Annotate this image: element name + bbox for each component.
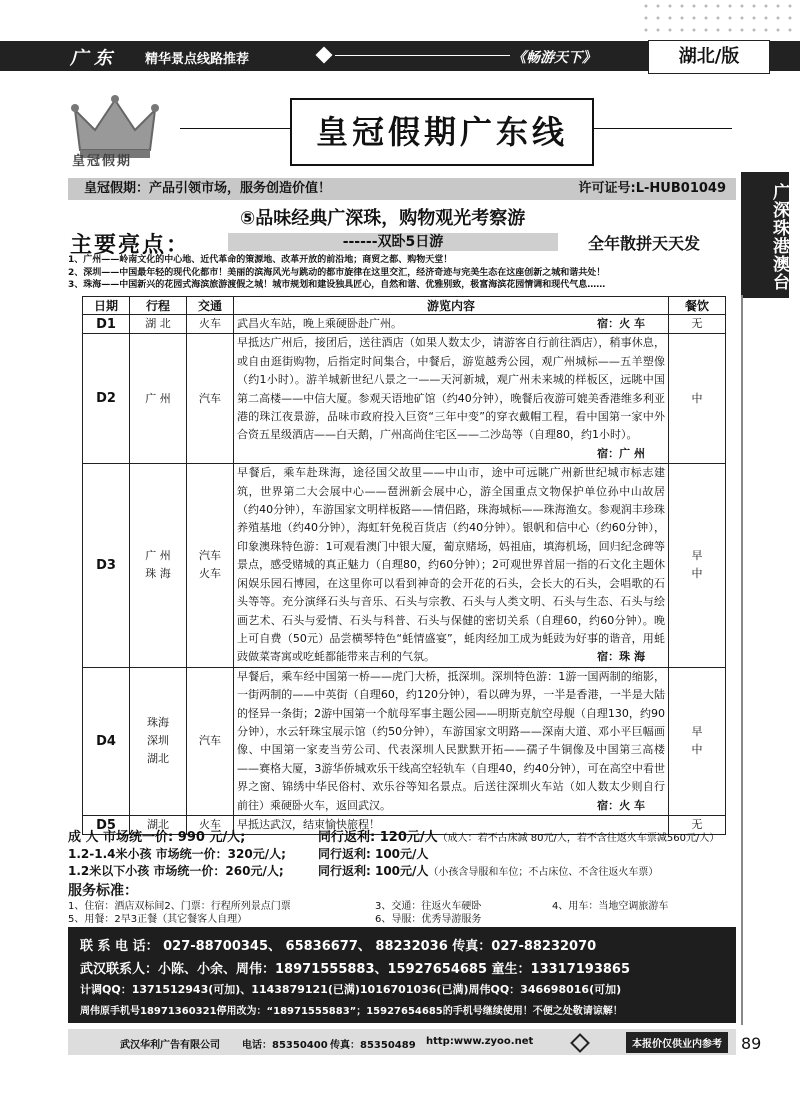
page-number: 89	[741, 1034, 762, 1053]
price-rebate: 同行返利: 120元/人（成人：若不占床减 80元/人，若不含往返火车票减560元/人）	[318, 830, 720, 845]
meal-cell: 早 中	[669, 464, 726, 667]
standard-item: 5、用餐：2早3正餐（其它餐客人自理）	[68, 914, 248, 925]
standard-item: 4、用车：当地空调旅游车	[552, 901, 669, 912]
route-title: ⑤品味经典广深珠，购物观光考察游	[240, 208, 526, 229]
detail-text: 早餐后，乘车经中国第一桥——虎门大桥，抵深圳。深圳特色游：1游一国两制的缩影，一街两制的——中英街（自理60，约120分钟），看以碑为界，一半是香港，一半是大陆的怪异一条街；2游中国第一个航母军事主题公园——明斯克航空母舰（自理130，约90分钟），水云轩珠宝展示馆（约50分钟），车游国家文明路——深南大道、邓小平巨幅画像、中国第一家麦当劳公司、代表深圳人民默默开拓——孺子牛铜像及中国第三高楼——赛格大厦，3游华侨城欢乐干线高空轻轨车（自理40，约40分钟），可在高空中看世界之窗、锦绣中华民俗村、欢乐谷等知名景点。后送往深圳火车站（如人数太少则自行前往）乘硬卧火车，返回武汉。	[237, 669, 665, 812]
price-label: 成 人 市场统一价: 990 元/人;	[68, 830, 246, 845]
service-standards-title: 服务标准：	[68, 883, 138, 899]
price-label: 1.2米以下小孩 市场统一价：260元/人;	[68, 864, 284, 878]
price-note: （成人：若不占床减 80元/人，若不含往返火车票减560元/人）	[437, 833, 720, 844]
footer-notice: 本报价仅供业内参考	[626, 1032, 728, 1053]
detail-text: 武昌火车站，晚上乘硬卧赴广州。	[237, 317, 402, 330]
main-banner-title: 皇冠假期广东线	[290, 98, 594, 166]
table-row	[83, 464, 726, 667]
slogan-text: 皇冠假期：产品引领市场，服务创造价值！	[84, 181, 332, 196]
transport-cell: 汽车	[187, 334, 234, 464]
publication-brand: 《畅游天下》	[512, 50, 596, 66]
header-content: 游览内容	[234, 297, 669, 315]
region-tag: 广东	[70, 48, 118, 69]
price-note: （小孩含导服和车位；不占床位、不含往返火车票）	[428, 867, 659, 878]
table-row	[83, 315, 726, 334]
stay-label: 宿：火 车	[597, 798, 645, 812]
price-label: 1.2-1.4米小孩 市场统一价：320元/人;	[68, 847, 286, 861]
contact-notice: 周伟原手机号18971360321停用改为：“18971555883”；15927654685的手机号继续使用！不便之处敬请谅解！	[80, 1006, 623, 1017]
contact-persons: 武汉联系人：小陈、小余、周伟：18971555883、15927654685 童生：13317193865	[80, 962, 631, 977]
banner-left-line	[180, 128, 290, 129]
meal-cell: 无	[669, 815, 726, 834]
highlights-label: 主要亮点：	[70, 233, 191, 258]
itinerary-table	[82, 296, 726, 835]
detail-text: 早餐后，乘车赴珠海，途径国父故里——中山市，途中可远眺广州新世纪城市标志建筑，世界第二大会展中心——琶洲新会展中心，游全国重点文物保护单位孙中山故居（约40分钟），车游国家文明样板路——情侣路，珠海城标——珠海渔女。参观润丰珍珠养殖基地（约40分钟），海虹轩免税百货店（约40分钟）。银帆和信中心（约60分钟），印象澳珠特色游：1可观看澳门中银大厦，葡京赌场，妈祖庙，填海机场，回归纪念碑等景点，感受赌城的真正魅力（自理80，约60分钟）；2可观世界首屈一指的石文化主题休闲娱乐园石博园，在这里你可以看到神奇的会开花的石头，会长大的石头，会唱歌的石头等等。充分演绎石头与音乐、石头与宗教、石头与人类文明、石头与生态、石头与绘画艺术、石头与爱情、石头与科普、石头与保健的密切关系（自理60，约60分钟）。晚上可自费（50元）品尝横琴特色“蚝情盛宴”，蚝肉经加工成为蚝豉为好事的谐音，用蚝豉做菜寄寓或吃蚝都能带来吉利的气氛。	[237, 466, 665, 664]
highlight-point: 2、深圳——中国最年轻的现代化都市！美丽的滨海风光与跳动的都市旋律在这里交汇，经济奇迹与完美生态在这座创新之城和谐共处！	[68, 267, 606, 278]
banner-right-line	[592, 128, 732, 129]
route-cell: 湖 北	[130, 315, 187, 334]
standard-item: 3、交通：往返火车硬卧	[375, 901, 482, 912]
departure-schedule: 全年散拼天天发	[588, 234, 701, 253]
contact-panel	[68, 927, 736, 1023]
contact-phones: 联 系 电 话： 027-88700345、 65836677、 88232036 传真：027-88232070	[80, 939, 597, 954]
day-cell: D2	[83, 334, 130, 464]
route-cell: 珠海 深圳 湖北	[130, 667, 187, 815]
header-divider	[335, 55, 510, 56]
header-date: 日期	[83, 297, 130, 315]
meal-cell: 中	[669, 334, 726, 464]
table-row	[83, 334, 726, 464]
transport-cell: 汽车	[187, 667, 234, 815]
day-cell: D1	[83, 315, 130, 334]
transport-cell: 火车	[187, 815, 234, 834]
side-tab-label: 广深珠港澳台	[741, 172, 789, 298]
footer-fax: 传真：85350489	[330, 1040, 416, 1051]
table-header-row	[83, 297, 726, 315]
day-cell: D4	[83, 667, 130, 815]
price-rebate: 同行返利: 100元/人	[318, 847, 429, 861]
decorative-dots	[640, 0, 800, 38]
slogan-bar	[68, 178, 736, 200]
footer-company: 武汉华利广告有限公司	[120, 1040, 220, 1051]
detail-cell	[234, 464, 669, 667]
footer-url: http:www.zyoo.net	[426, 1036, 534, 1047]
price-rebate: 同行返利: 100元/人（小孩含导服和车位；不占床位、不含往返火车票）	[318, 864, 659, 878]
detail-cell	[234, 667, 669, 815]
diamond-icon	[570, 1033, 590, 1053]
detail-cell	[234, 334, 669, 464]
route-cell: 广 州 珠 海	[130, 464, 187, 667]
top-header-bar	[0, 41, 800, 71]
edition-label: 湖北/版	[648, 40, 770, 74]
stay-label: 宿：广 州	[597, 446, 645, 460]
detail-text: 早抵达广州后，接团后，送往酒店（如果人数太少，请游客自行前往酒店），稍事休息，或自由逛街购物，后指定时间集合，中餐后，游览越秀公园，观广州城标——五羊塑像（约1小时）。游羊城新世纪八景之一——天河新城，观广州未来城的样板区，远眺中国第二高楼——中信大厦。参观天语地矿馆（约40分钟），晚餐后夜游可媲美香港维多利亚港的珠江夜景游，品味市政府投入巨资“三年中变”的穿衣戴帽工程，看中国第一家中外合资五星级酒店——白天鹅，广州高尚住宅区——二沙岛等（自理80，约1小时）。	[237, 336, 665, 442]
detail-cell	[234, 315, 669, 334]
page-edge-line	[741, 295, 743, 1025]
transport-cell: 汽车 火车	[187, 464, 234, 667]
day-cell: D5	[83, 815, 130, 834]
highlight-points	[68, 254, 738, 292]
footer-bar	[68, 1029, 736, 1055]
day-cell: D3	[83, 464, 130, 667]
standard-item: 1、住宿：酒店双标间2、门票：行程所列景点门票	[68, 901, 291, 912]
logo-text: 皇冠假期	[72, 154, 133, 169]
transport-cell: 火车	[187, 315, 234, 334]
footer-phone: 电话：85350400	[242, 1040, 328, 1051]
header-transport: 交通	[187, 297, 234, 315]
header-route: 行程	[130, 297, 187, 315]
contact-qq: 计调QQ：1371512943(可加)、1143879121(已满)1016701036(已满)周伟QQ：346698016(可加)	[80, 983, 622, 996]
highlight-point: 1、广州——岭南文化的中心地、近代革命的策源地、改革开放的前沿地；商贸之都、购物天堂！	[68, 255, 453, 265]
detail-cell: 早抵达武汉，结束愉快旅程！	[234, 815, 669, 834]
table-row	[83, 667, 726, 815]
meal-cell: 早 中	[669, 667, 726, 815]
highlight-point: 3、珠海——中国新兴的花园式海滨旅游渡假之城！城市规划和建设独具匠心，自然和谐、优雅别致，极富海滨花园情调和现代气息……	[68, 280, 606, 290]
stay-label: 宿：珠 海	[597, 650, 645, 664]
standard-item: 6、导服：优秀导游服务	[375, 914, 482, 925]
header-meals: 餐饮	[669, 297, 726, 315]
route-cell: 湖北	[130, 815, 187, 834]
meal-cell: 无	[669, 315, 726, 334]
diamond-icon	[316, 47, 333, 64]
stay-label: 宿：火 车	[597, 317, 645, 330]
duration-bar: ------双卧5日游	[228, 233, 558, 251]
route-cell: 广 州	[130, 334, 187, 464]
license-number: 许可证号:L-HUB01049	[578, 181, 726, 196]
header-subtitle: 精华景点线路推荐	[145, 52, 250, 67]
